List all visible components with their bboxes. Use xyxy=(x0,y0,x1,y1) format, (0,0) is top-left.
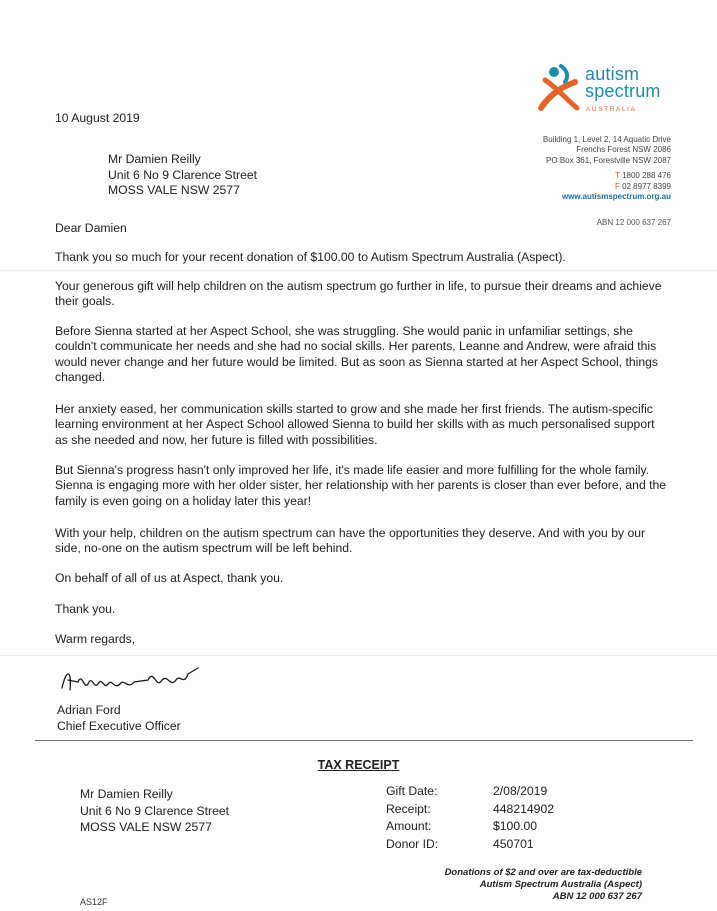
donor-locality: MOSS VALE NSW 2577 xyxy=(80,820,212,834)
org-contact-block xyxy=(543,135,671,202)
donor-street: Unit 6 No 9 Clarence Street xyxy=(80,803,230,818)
gift-date-value: 2/08/2019 xyxy=(493,784,548,798)
fold-line xyxy=(0,270,717,271)
note-line: Donations of $2 and over are tax-deductible xyxy=(444,867,642,878)
letter-date: 10 August 2019 xyxy=(55,111,140,125)
org-phone xyxy=(543,171,671,181)
signer-block xyxy=(57,703,181,734)
fold-line xyxy=(0,655,717,656)
org-website[interactable]: www.autismspectrum.org.au xyxy=(561,192,671,202)
fax-value: 02 8977 8399 xyxy=(622,181,671,191)
org-fax xyxy=(543,182,671,192)
receipt-divider xyxy=(35,740,693,741)
logo-word-spectrum: spectrum xyxy=(585,81,661,101)
logo-mark-icon xyxy=(535,62,583,114)
note-abn: ABN 12 000 637 267 xyxy=(552,891,642,902)
greeting: Dear Damien xyxy=(55,221,127,235)
receipt-number-label: Receipt: xyxy=(386,801,431,816)
logo-word-autism: autism xyxy=(585,64,640,84)
body-paragraph: Before Sienna started at her Aspect School, she was struggling. She would panic in unfamiliar settings, she couldn't communicate her needs and she had no social skills. Her parents, Leanne and Andrew, were afraid this would never change and her future would be limited. But as soon as Sienna started at her Aspect School, things changed. xyxy=(55,324,658,384)
receipt-number-value: 448214902 xyxy=(493,801,555,816)
org-abn: ABN 12 000 637 267 xyxy=(596,218,671,227)
org-address-line: Building 1, Level 2, 14 Aquatic Drive xyxy=(542,135,671,144)
donor-id-label: Donor ID: xyxy=(386,836,439,851)
donor-name: Mr Damien Reilly xyxy=(80,787,173,801)
note-line: Autism Spectrum Australia (Aspect) xyxy=(479,879,642,890)
recipient-locality: MOSS VALE NSW 2577 xyxy=(108,183,240,197)
signature xyxy=(58,660,208,700)
phone-value: 1800 288 476 xyxy=(622,171,671,181)
signer-title: Chief Executive Officer xyxy=(57,718,181,733)
gift-date-label: Gift Date: xyxy=(386,784,438,798)
body-paragraph: Your generous gift will help children on the autism spectrum go further in life, to pursue their dreams and achieve their goals. xyxy=(55,279,662,309)
body-paragraph: With your help, children on the autism spectrum can have the opportunities they deserve. And with you by our side, no-one on the autism spectrum will be left behind. xyxy=(55,526,646,556)
amount-value: $100.00 xyxy=(493,819,538,833)
receipt-donor-address xyxy=(80,786,229,836)
body-paragraph: On behalf of all of us at Aspect, thank you. xyxy=(55,571,284,585)
recipient-address xyxy=(108,152,257,199)
tax-deductible-note xyxy=(445,867,642,903)
receipt-title: TAX RECEIPT xyxy=(317,758,400,772)
body-paragraph: Her anxiety eased, her communication skills started to grow and she made her first friends. The autism-specific learning environment at her Aspect School allowed Sienna to build her skills with as much personalised support as she needed and now, her future is filled with possibilities. xyxy=(55,402,655,447)
org-address-line: Frenchs Forest NSW 2086 xyxy=(576,145,671,155)
recipient-street: Unit 6 No 9 Clarence Street xyxy=(108,167,258,182)
closing-thanks: Thank you. xyxy=(55,602,116,616)
phone-label: T xyxy=(615,171,620,181)
closing-regards: Warm regards, xyxy=(55,632,136,646)
form-code: AS12F xyxy=(80,897,108,907)
aspect-logo xyxy=(535,62,685,122)
recipient-name: Mr Damien Reilly xyxy=(108,152,201,166)
fax-label: F xyxy=(614,181,620,191)
signer-name: Adrian Ford xyxy=(57,703,121,717)
receipt-values xyxy=(493,783,554,853)
amount-label: Amount: xyxy=(386,819,432,833)
logo-country: AUSTRALIA xyxy=(586,106,637,113)
donor-id-value: 450701 xyxy=(493,836,534,851)
body-paragraph: But Sienna's progress hasn't only improved her life, it's made life easier and more fulfilling for the whole family. Sienna is engaging more with her older sister, her relationship with her parents is closer than ever before, and the family is even going on a holiday later this year! xyxy=(55,463,667,508)
receipt-labels xyxy=(386,783,438,853)
org-address-line: PO Box 361, Forestville NSW 2087 xyxy=(546,155,671,165)
logo-wordmark xyxy=(585,66,661,100)
body-paragraph: Thank you so much for your recent donation of $100.00 to Autism Spectrum Australia (Aspect). xyxy=(55,250,566,264)
